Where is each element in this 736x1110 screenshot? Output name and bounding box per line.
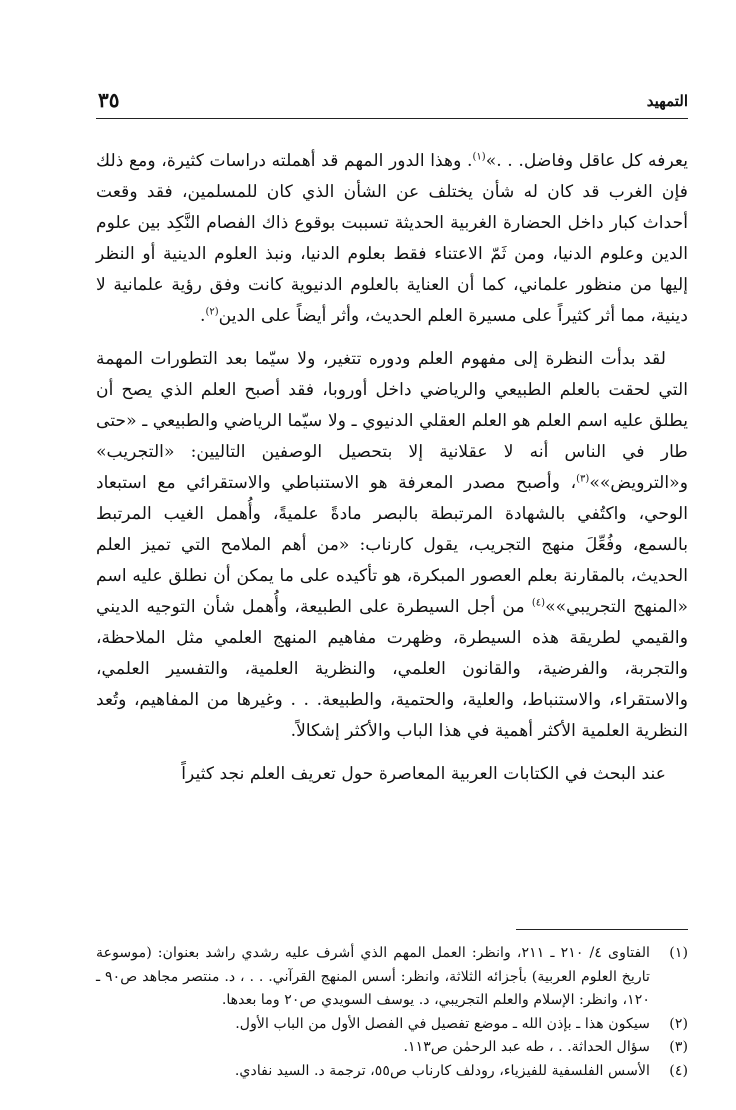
footnote-1 (96, 942, 688, 1013)
paragraph-1 (96, 146, 688, 332)
footnote-text: الأسس الفلسفية للفيزياء، رودلف كارناب ص٥٥، ترجمة د. السيد نفادي. (234, 1062, 650, 1079)
paragraph-3 (96, 759, 688, 790)
footnote-number: (٣) (669, 1039, 688, 1055)
footnote-number: (٤) (669, 1062, 688, 1079)
footnote-4 (96, 1060, 688, 1084)
page-number: ٣٥ (98, 88, 120, 112)
paragraph-2-text-a: لقد بدأت النظرة إلى مفهوم العلم ودوره تتغير، ولا سيّما بعد التطورات المهمة التي لحقت بالعلم الطبيعي والرياضي داخل أوروبا، فقد أصبح العلم الذي يصح أن يطلق عليه اسم العلم هو العلم العقلي الدنيوي ـ ولا سيّما الرياضي والطبيعي ـ «حتى طار في الناس أنه لا عقلانية إلا بتحصيل الوصفين التاليين: «التجريب» و«الترويض»» (96, 349, 688, 493)
footnote-ref-2: (٢) (205, 306, 219, 318)
paragraph-1-text-a: يعرفه كل عاقل وفاضل. . .» (485, 151, 689, 171)
footnote-text: سؤال الحداثة. . ، طه عبد الرحمٰن ص١١٣. (403, 1039, 650, 1055)
body-text (96, 146, 688, 802)
paragraph-1-end: . (199, 306, 206, 326)
paragraph-2-text-b: ، وأصبح مصدر المعرفة هو الاستنباطي والاستقرائي مع استبعاد الوحي، واكتُفي بالشهادة المرتبطة بالبصر مادةً علميةً، وأُهمل الغيب المرتبط بالسمع، وفُعِّلَ منهج التجريب، يقول كارناب: «من أهم الملامح التي تميز العلم الحديث، بالمقارنة بعلم العصور المبكرة، هو تأكيده على ما يمكن أن نطلق عليه اسم «المنهج التجريبي»» (96, 473, 688, 617)
paragraph-1-text-b: . وهذا الدور المهم قد أهملته دراسات كثيرة، ومع ذلك فإن الغرب قد كان له شأن يختلف عن الشأن الذي كان للمسلمين، فقد وقعت أحداث كبار داخل الحضارة الغربية الحديثة تسببت بوقوع ذاك الفصام النَّكِد بين علوم الدين وعلوم الدنيا، ومن ثَمّ الاعتناء فقط بعلوم الدنيا، ونبذ العلوم الدينية أو النظر إليها من منظور علماني، كما أن العناية بالعلوم الدنيوية كانت وفق رؤية علمانية لا دينية، مما أثر كثيراً على مسيرة العلم الحديث، وأثر أيضاً على الدين (96, 151, 688, 326)
footnote-separator (516, 929, 688, 930)
footnote-ref-4: (٤) (531, 597, 546, 609)
paragraph-2-text-c: من أجل السيطرة على الطبيعة، وأُهمل شأن التوجيه الديني والقيمي لطريقة هذه السيطرة، وظهرت مفاهيم المنهج العلمي مثل الملاحظة، والتجربة، والفرضية، والقانون العلمي، والنظرية العلمية، والتفسير العلمي، والاستقراء، والاستنباط، والعلية، والحتمية، والطبيعة. . . وغيرها من المفاهيم، وتُعد النظرية العلمية الأكثر أهمية في هذا الباب والأكثر إشكالاً. (96, 597, 688, 741)
paragraph-3-text: عند البحث في الكتابات العربية المعاصرة حول تعريف العلم نجد كثيراً (181, 764, 666, 784)
footnote-ref-1: (١) (472, 151, 486, 163)
section-title: التمهيد (646, 92, 688, 110)
footnote-number: (٢) (669, 1015, 688, 1032)
running-header (96, 84, 688, 119)
footnote-text: الفتاوى ٤/ ٢١٠ ـ ٢١١، وانظر: العمل المهم الذي أشرف عليه رشدي راشد بعنوان: (موسوعة تاريخ العلوم العربية) بأجزائه الثلاثة، وانظر: أسس المنهج القرآني. . . ، د. منتصر مجاهد ص٩٠ ـ ١٢٠، وانظر: الإسلام والعلم التجريبي، د. يوسف السويدي ص٢٠ وما بعدها. (96, 945, 650, 1008)
paragraph-2 (96, 344, 688, 747)
footnotes-list (96, 942, 688, 1083)
footnote-number: (١) (669, 945, 688, 961)
footnote-3 (96, 1036, 688, 1060)
book-page (96, 84, 688, 1084)
footnote-ref-3: (٣) (576, 473, 590, 485)
footnote-2 (96, 1013, 688, 1037)
footnote-text: سيكون هذا ـ بإذن الله ـ موضع تفصيل في الفصل الأول من الباب الأول. (235, 1015, 650, 1032)
